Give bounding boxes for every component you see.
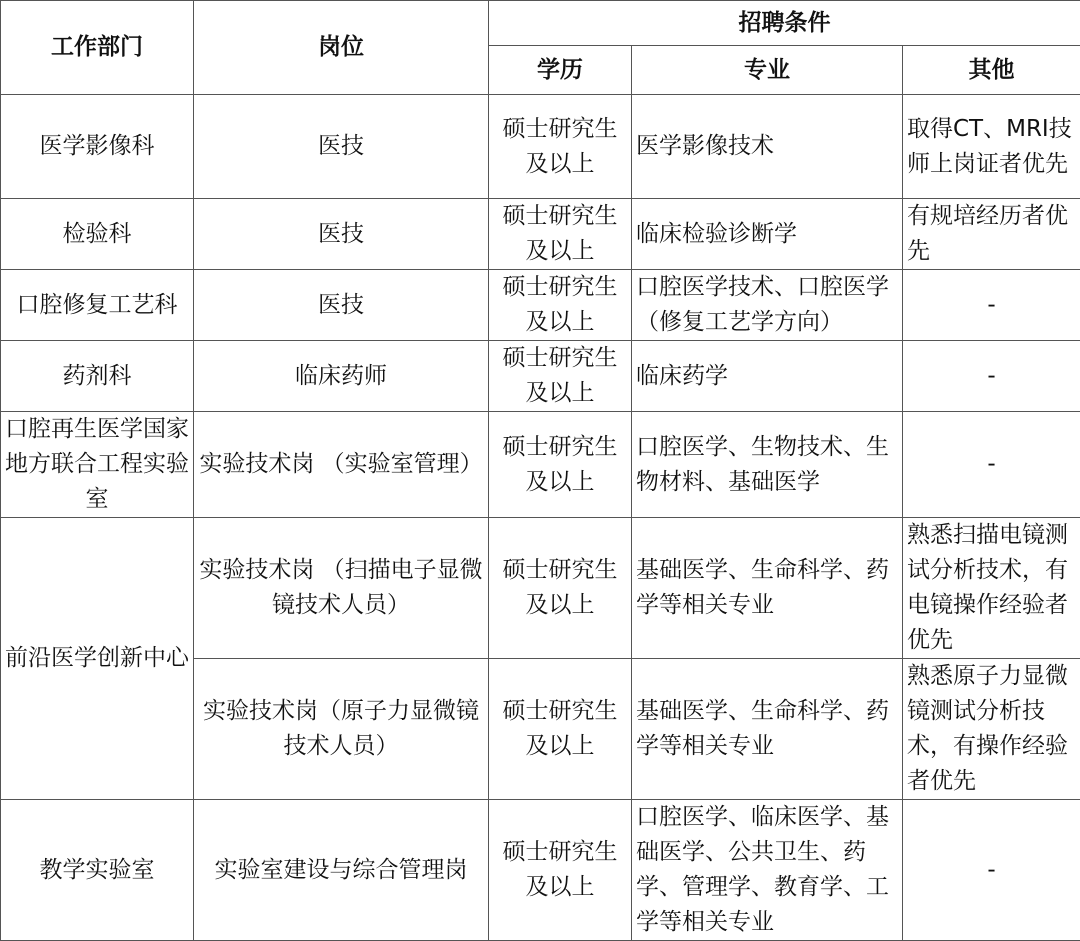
position-cell: 临床药师 (194, 341, 489, 412)
position-cell: 医技 (194, 199, 489, 270)
department-cell: 前沿医学创新中心 (1, 518, 194, 800)
other-cell: - (903, 412, 1080, 518)
department-cell: 药剂科 (1, 341, 194, 412)
other-header: 其他 (903, 46, 1080, 95)
major-cell: 口腔医学技术、口腔医学（修复工艺学方向） (632, 270, 903, 341)
education-cell: 硕士研究生及以上 (489, 412, 632, 518)
other-cell: - (903, 270, 1080, 341)
position-cell: 实验技术岗 （扫描电子显微镜技术人员） (194, 518, 489, 659)
education-cell: 硕士研究生及以上 (489, 518, 632, 659)
table-row (1, 270, 1080, 341)
education-cell: 硕士研究生及以上 (489, 341, 632, 412)
education-cell: 硕士研究生及以上 (489, 659, 632, 800)
education-cell: 硕士研究生及以上 (489, 95, 632, 199)
education-cell: 硕士研究生及以上 (489, 270, 632, 341)
other-cell: 熟悉扫描电镜测试分析技术，有电镜操作经验者优先 (903, 518, 1080, 659)
position-cell: 医技 (194, 270, 489, 341)
other-cell: - (903, 800, 1080, 941)
education-cell: 硕士研究生及以上 (489, 800, 632, 941)
table-row (1, 518, 1080, 659)
other-cell: 有规培经历者优先 (903, 199, 1080, 270)
position-header: 岗位 (194, 1, 489, 95)
education-cell: 硕士研究生及以上 (489, 199, 632, 270)
department-cell: 口腔修复工艺科 (1, 270, 194, 341)
major-cell: 基础医学、生命科学、药学等相关专业 (632, 659, 903, 800)
table-row (1, 95, 1080, 199)
education-header: 学历 (489, 46, 632, 95)
position-cell: 实验技术岗（原子力显微镜技术人员） (194, 659, 489, 800)
table-row (1, 412, 1080, 518)
other-cell: 熟悉原子力显微镜测试分析技术，有操作经验者优先 (903, 659, 1080, 800)
department-cell: 教学实验室 (1, 800, 194, 941)
table-row (1, 341, 1080, 412)
requirements-header: 招聘条件 (489, 1, 1080, 46)
header-row (1, 1, 1080, 46)
department-cell: 医学影像科 (1, 95, 194, 199)
table-row (1, 199, 1080, 270)
other-cell: - (903, 341, 1080, 412)
position-cell: 医技 (194, 95, 489, 199)
major-cell: 临床药学 (632, 341, 903, 412)
position-cell: 实验室建设与综合管理岗 (194, 800, 489, 941)
major-cell: 口腔医学、临床医学、基础医学、公共卫生、药学、管理学、教育学、工学等相关专业 (632, 800, 903, 941)
major-cell: 口腔医学、生物技术、生物材料、基础医学 (632, 412, 903, 518)
department-header: 工作部门 (1, 1, 194, 95)
major-cell: 基础医学、生命科学、药学等相关专业 (632, 518, 903, 659)
major-header: 专业 (632, 46, 903, 95)
major-cell: 医学影像技术 (632, 95, 903, 199)
major-cell: 临床检验诊断学 (632, 199, 903, 270)
department-cell: 检验科 (1, 199, 194, 270)
other-cell: 取得CT、MRI技师上岗证者优先 (903, 95, 1080, 199)
table-row (1, 800, 1080, 941)
department-cell: 口腔再生医学国家地方联合工程实验室 (1, 412, 194, 518)
position-cell: 实验技术岗 （实验室管理） (194, 412, 489, 518)
